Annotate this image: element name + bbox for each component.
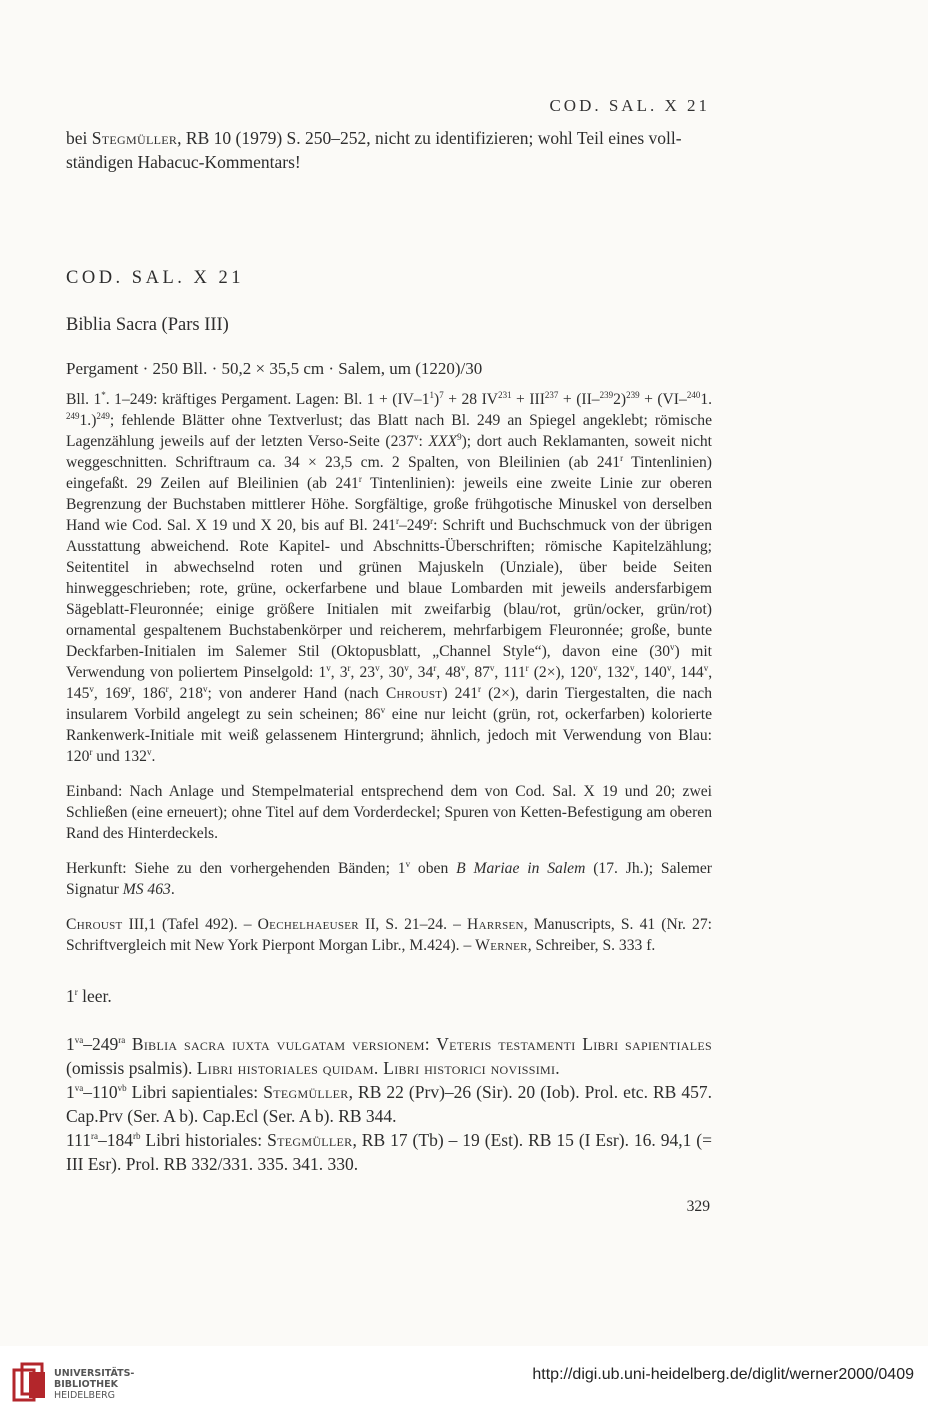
library-name: UNIVERSITÄTS- BIBLIOTHEK HEIDELBERG	[54, 1368, 135, 1401]
contents-entry-historiales: $111^{ra}-184^{rb}$ Libri historiales: Stegmüller, RB 17 (Tb) – 19 (Est). RB 15 (I Esr). 16. 94,1 (= III Esr). Prol. RB 332/331. 335. 341. 330.	[66, 1130, 712, 1174]
codex-heading: COD. SAL. X 21	[66, 268, 244, 288]
codex-physical-summary: Pergament · 250 Bll. · 50,2 × 35,5 cm · Salem, um (1220)/30	[66, 359, 483, 378]
codex-title: Biblia Sacra (Pars III)	[66, 315, 229, 335]
contents-entry-main: $1^{va}-249^{ra}$ Biblia sacra iuxta vulgatam versionem: Veteris testamenti Libri sapientiales (omissis psalmis). Libri historiales quidam. Libri historici novissimi.	[66, 1034, 712, 1078]
text-block	[66, 126, 712, 1176]
page-number: 329	[686, 1198, 710, 1215]
footer-bar	[0, 1346, 928, 1420]
provenance-paragraph: Herkunft: Siehe zu den vorhergehenden Bänden; 1$^v$ oben B Mariae in Salem (17. Jh.); Salemer Signatur MS 463.	[66, 858, 712, 898]
running-head: COD. SAL. X 21	[549, 96, 710, 115]
intro-pre: bei	[66, 128, 92, 148]
folio-1r-note: 1$^r$ leer.	[66, 986, 112, 1006]
intro-line2: ständigen Habacuc-Kommentars!	[66, 152, 301, 172]
literature-paragraph: Chroust III,1 (Tafel 492). – Oechelhaeuser II, S. 21–24. – Harrsen, Manuscripts, S. 41 (Nr. 27: Schriftvergleich mit New York Pierpont Morgan Libr., M.424). – Werner, Schreiber, S. 333 f.	[66, 916, 712, 954]
source-url-link[interactable]: http://digi.ub.uni-heidelberg.de/diglit/werner2000/0409	[532, 1366, 914, 1383]
description-paragraph: Bll. 1*. 1–249: kräftiges Pergament. Lagen: Bl. $1 + (IV-1^1)^7 + 28$ $IV^{231} + III^{237} + (II-^{239}2)^{239} + (VI-^{240}1$. $^{249}$1.)$^{249}$; fehlende Blätter ohne Textverlust; das Blatt nach Bl. 249 an Spiegel angeklebt; römische Lagenzählung jeweils auf der letzten Verso-Seite (237$^v$: XXX$^9$); dort auch Reklamanten, soweit nicht weggeschnitten. Schriftraum ca. 34 × 23,5 cm. 2 Spalten, von Bleilinien (ab 241$^r$ Tintenlinien) eingefaßt. 29 Zeilen auf Bleilinien (ab 241$^r$ Tintenlinien): jeweils eine zweite Linie zur oberen Begrenzung der Buchstaben mittlerer Höhe. Sorgfältige, große frühgotische Minuskel von derselben Hand wie Cod. Sal. X 19 und X 20, bis auf Bl. 241$^r$–249$^r$: Schrift und Buchschmuck von der übrigen Ausstattung abweichend. Rote Kapitel- und Abschnitts-Überschriften; römische Kapitelzählung; Seitentitel in abwechselnd roten und grünen Majuskeln (Unziale), über beide Seiten hinweggeschrieben; rote, grüne, ockerfarbene und blaue Lombarden mit jeweils andersfarbigem Sägeblatt-Fleuronnée; einige größere Initialen mit zweifarbig (blau/rot, grün/ocker, grün/rot) ornamental gespaltenem Buchstabenkörper und reicherem, mehrfarbigem Fleuronnée; große, bunte Deckfarben-Initialen im Salemer Stil (Oktopusblatt, „Channel Style“), davon eine (30$^v$) mit Verwendung von poliertem Pinselgold: 1$^v$, 3$^r$, 23$^v$, 30$^v$, 34$^r$, 48$^v$, 87$^v$, 111$^r$ (2×), 120$^v$, 132$^v$, 140$^v$, 144$^v$, 145$^v$, 169$^r$, 186$^r$, 218$^v$; von anderer Hand (nach Chroust) 241$^r$ (2×), darin Tiergestalten, die nach insularem Vorbild angelegt zu sein scheinen; 86$^v$ eine nur leicht (grün, rot, ockerfarben) kolorierte Rankenwerk-Initiale mit weiß gelassenem Hintergrund; ähnlich, jedoch mit Verwendung von Blau: 120$^r$ und 132$^v$.	[66, 389, 713, 765]
intro-line1: , RB 10 (1979) S. 250–252, nicht zu identifizieren; wohl Teil eines voll-	[177, 128, 682, 148]
binding-paragraph: Einband: Nach Anlage und Stempelmaterial entsprechend dem von Cod. Sal. X 19 und 20; zwei Schließen (eine erneuert); ohne Titel auf dem Vorderdeckel; Spuren von Ketten-Befestigung am oberen Rand des Hinterdeckels.	[66, 783, 712, 842]
library-logo-icon	[12, 1360, 50, 1406]
contents-entry-sapientiales: $1^{va}-110^{vb}$ Libri sapientiales: Stegmüller, RB 22 (Prv)–26 (Sir). 20 (Iob). Prol. etc. RB 457. Cap.Prv (Ser. A b). Cap.Ecl (Ser. A b). RB 344.	[66, 1082, 712, 1126]
author-stegmueller: Stegmüller	[91, 128, 178, 148]
intro-paragraph	[66, 126, 712, 174]
